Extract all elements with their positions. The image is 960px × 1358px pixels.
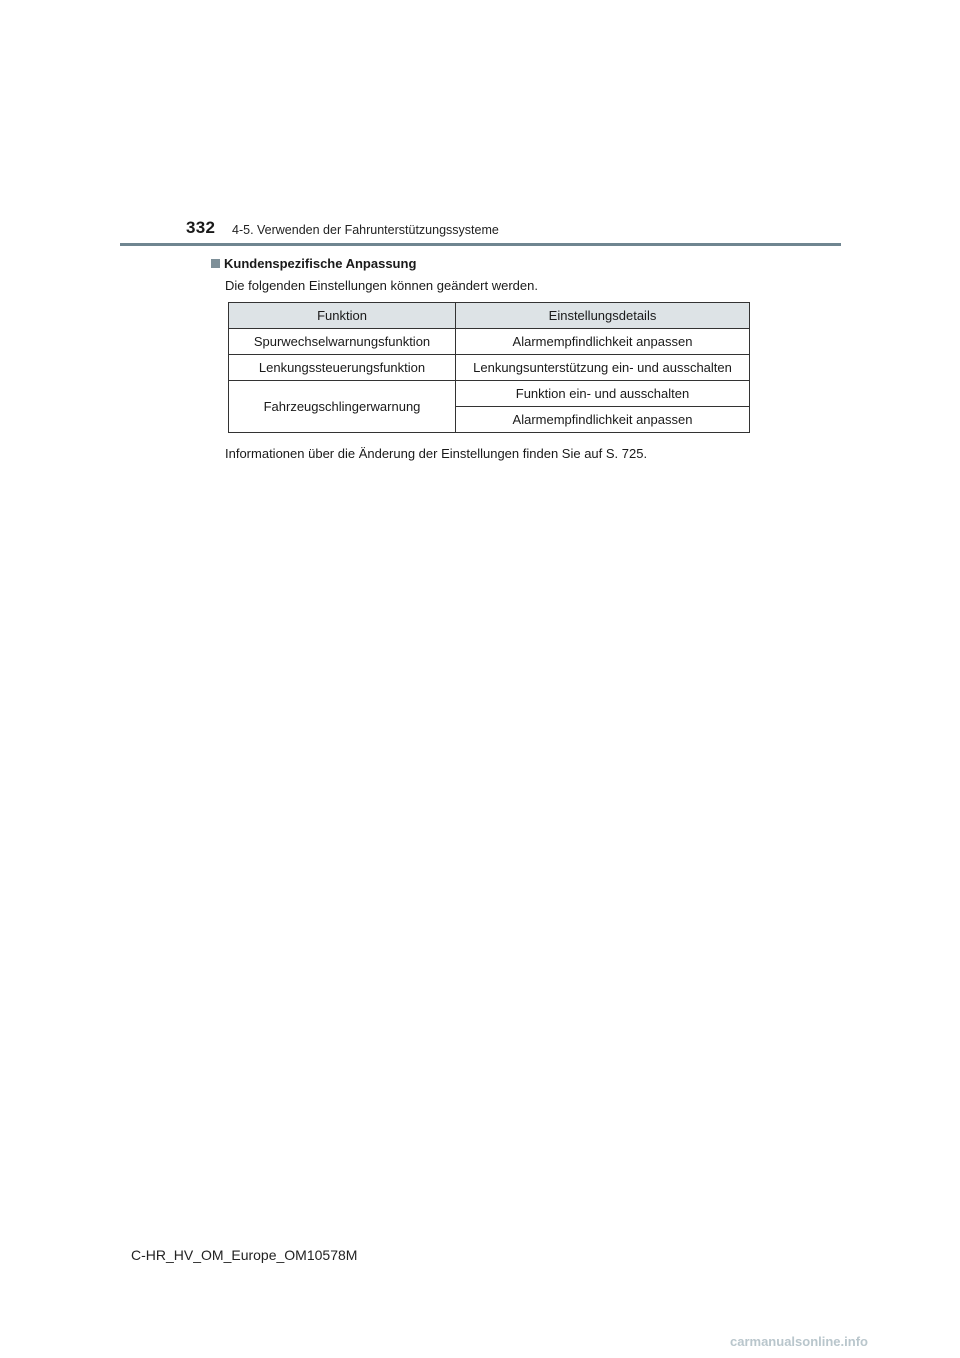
table-cell-details: Alarmempfindlichkeit anpassen <box>456 329 750 355</box>
table-cell-function: Lenkungssteuerungsfunktion <box>229 355 456 381</box>
table-cell-details: Funktion ein- und ausschalten <box>456 381 750 407</box>
square-bullet-icon <box>211 259 220 268</box>
table-cell-function: Spurwechselwarnungsfunktion <box>229 329 456 355</box>
subheading-text: Kundenspezifische Anpassung <box>224 255 417 271</box>
intro-text: Die folgenden Einstellungen können geändert werden. <box>225 278 538 293</box>
subheading <box>211 256 771 270</box>
table-row <box>229 355 750 381</box>
table-cell-details: Alarmempfindlichkeit anpassen <box>456 407 750 433</box>
section-title: 4-5. Verwenden der Fahrunterstützungssysteme <box>232 223 499 237</box>
reference-note: Informationen über die Änderung der Einstellungen finden Sie auf S. 725. <box>225 446 648 461</box>
table-header-row <box>229 303 750 329</box>
table-cell-details: Lenkungsunterstützung ein- und ausschalten <box>456 355 750 381</box>
column-header-funktion: Funktion <box>229 303 456 329</box>
page-number: 332 <box>186 218 216 237</box>
column-header-details: Einstellungsdetails <box>456 303 750 329</box>
content-section <box>211 256 771 293</box>
header-rule <box>120 243 841 246</box>
table-cell-function: Fahrzeugschlingerwarnung <box>229 381 456 433</box>
document-code: C-HR_HV_OM_Europe_OM10578M <box>131 1247 358 1263</box>
table-row <box>229 329 750 355</box>
settings-table <box>228 302 750 433</box>
watermark: carmanualsonline.info <box>730 1334 868 1349</box>
table-row <box>229 381 750 407</box>
